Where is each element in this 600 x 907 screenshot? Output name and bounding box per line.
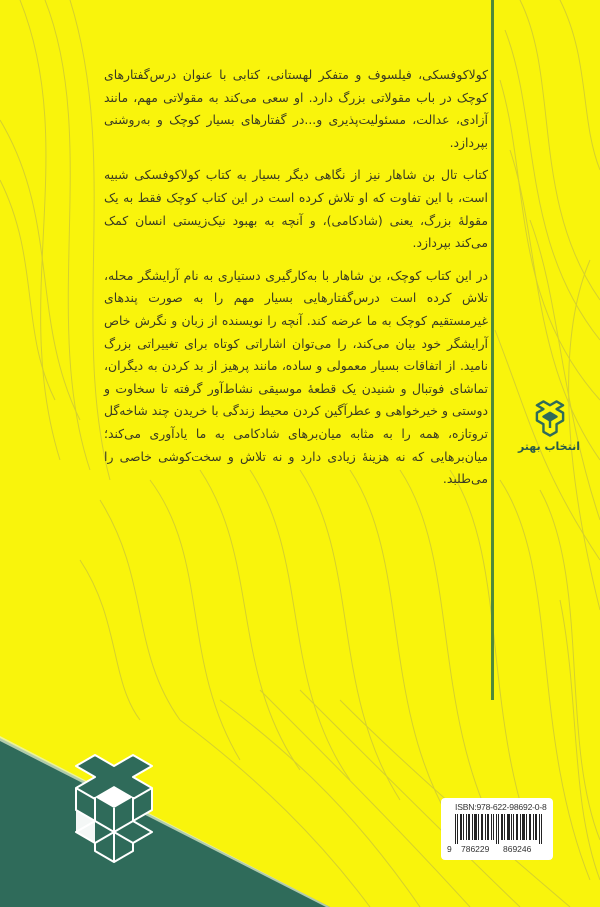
blurb-paragraph: کولاکوفسکی، فیلسوف و متفکر لهستانی، کتابی با عنوان درس‌گفتارهای کوچک در باب مقولاتی بزرگ دارد. او سعی می‌کند به مقولاتی مهم، مانند آزادی، عدالت، مسئولیت‌پذیری و...در گفتارهای بسیار کوچک و به‌روشنی بپردازد. bbox=[104, 67, 488, 150]
isbn-label: ISBN:978-622-98692-0-8 bbox=[455, 802, 547, 812]
isbn-digit-prefix: 9 bbox=[447, 844, 452, 854]
isbn-digits-right: 869246 bbox=[503, 844, 532, 854]
barcode-icon bbox=[455, 814, 543, 844]
isbn-digits-left: 786229 bbox=[461, 844, 490, 854]
isometric-cross-cube-icon bbox=[528, 398, 572, 438]
back-cover-blurb bbox=[104, 64, 488, 491]
blurb-paragraph: کتاب تال بن شاهار نیز از نگاهی دیگر بسیار به کتاب کولاکوفسکی شبیه است، با این تفاوت که او تلاش کرده است در این کتاب کوچک فقط به یک مقولهٔ بزرگ، یعنی (شادکامی)، و آنچه به بهبود نیک‌زیستی انسان کمک می‌کند بپردازد. bbox=[104, 167, 488, 251]
isbn-barcode bbox=[441, 798, 553, 860]
spine-divider-line bbox=[491, 0, 494, 700]
publisher-logo bbox=[517, 398, 580, 460]
publisher-emblem-icon bbox=[55, 752, 173, 868]
blurb-paragraph: در این کتاب کوچک، بن شاهار با به‌کارگیری دستیاری به نام آرایشگر محله، تلاش کرده است درس‌گفتارهایی بسیار مهم را به صورت پندهای غیرمستقیم کوچک به ما عرضه کند. آنچه را نویسنده از زبان و نگرش خاص آرایشگر خود بیان می‌کند، را می‌توان اشاراتی کوتاه برای تغییراتی بزرگ نامید. از اتفاقات بسیار معمولی و ساده، مانند پرهیز از بد کردن به دیگران، تماشای فوتبال و شنیدن یک قطعهٔ موسیقی نشاط‌آور گرفته تا سخاوت و دوستی و خیرخواهی و عطرآگین کردن محیط زندگی با خریدن چند شاخه‌گل تروتازه، همه را به مثابه میان‌برهای شادکامی به ما یادآوری می‌کند؛ میان‌برهایی که نه هزینهٔ زیادی دارد و نه تلاش و سخت‌کوشی خاصی را می‌طلبد. bbox=[104, 267, 488, 487]
publisher-name: انتخاب بهتر bbox=[517, 440, 580, 453]
